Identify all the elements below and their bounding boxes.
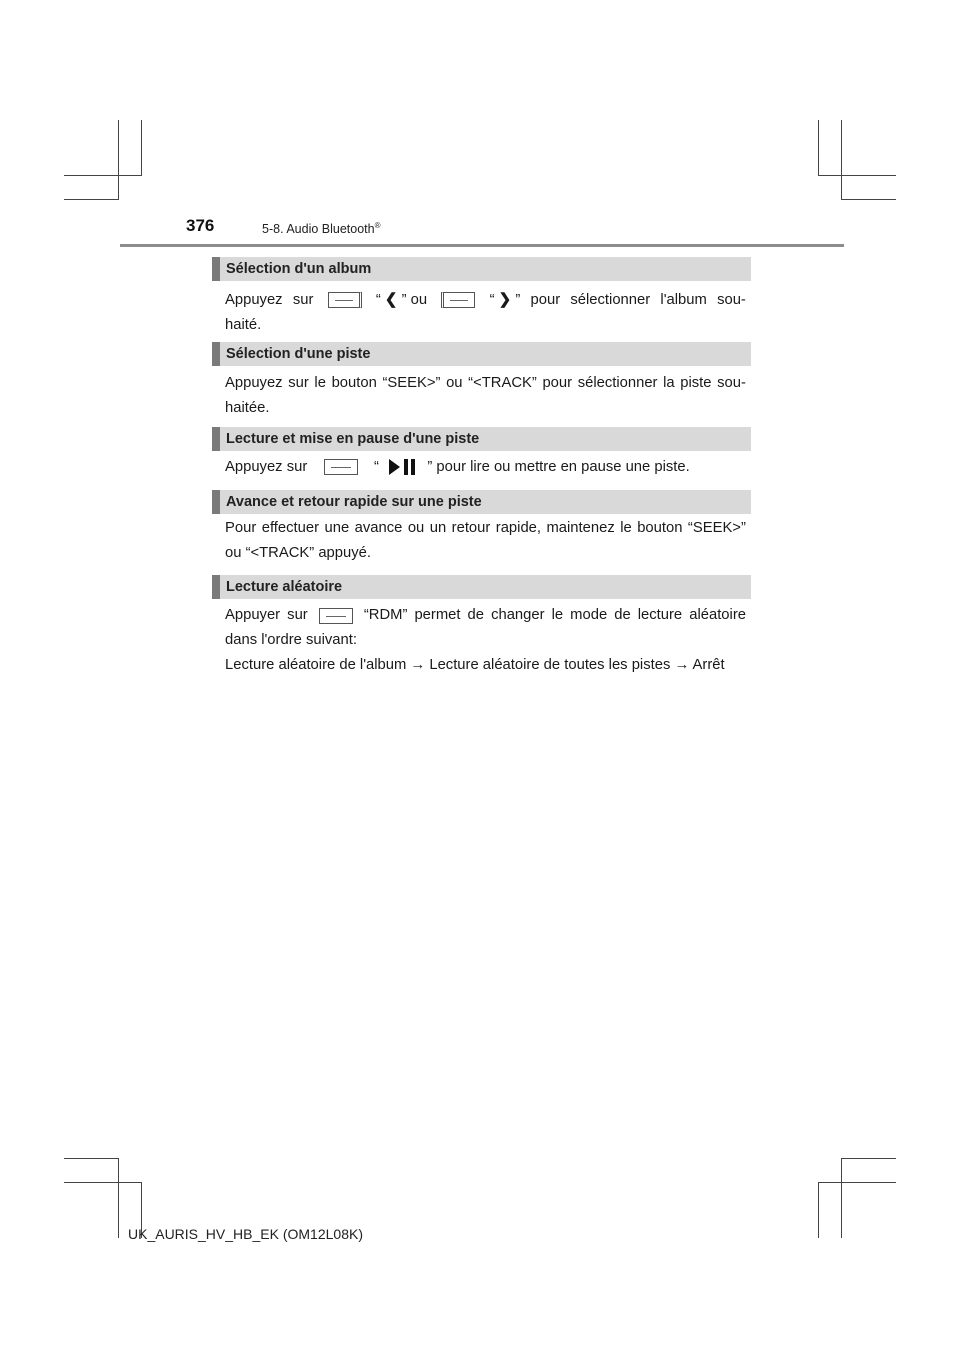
word: rapide, [495,520,542,536]
word: retour [451,520,491,536]
word: sou- [717,375,746,391]
paragraph-line: haité. [225,317,262,333]
word: piste [680,375,712,391]
word: “RDM” [363,607,408,623]
word: aléatoire [689,607,746,623]
word: sur [292,291,314,308]
word: maintenez [546,520,615,536]
word: Pour [225,520,257,536]
word: ou [446,375,463,391]
word: effectuer [261,520,320,536]
chapter-title [262,221,381,236]
crop-mark [118,1158,119,1238]
paragraph-line: haitée. [225,400,270,416]
word: mode [570,607,608,623]
paragraph-line [225,455,746,480]
paragraph-play-pause [225,455,746,480]
crop-mark [841,1158,896,1159]
crop-mark [118,120,119,200]
paragraph-seek [225,516,746,566]
crop-mark [141,120,142,176]
paragraph-line: dans l'ordre suivant: [225,632,357,648]
section-heading-album: Sélection d'un album [212,257,751,281]
word: bouton [637,520,683,536]
section-heading-random: Lecture aléatoire [212,575,751,599]
paragraph-line [225,516,746,541]
crop-mark [818,175,896,176]
word: ” [515,292,521,308]
word: sur [288,375,309,391]
word: bouton [331,375,377,391]
word: Appuyez [225,375,283,391]
word: l'album [660,291,707,308]
word: “ [375,292,381,308]
word: la [663,375,675,391]
crop-mark [64,175,142,176]
word: “ [489,292,495,308]
word: changer [491,607,545,623]
paragraph-line: Lecture aléatoire de l'album → Lecture aléatoire de toutes les pistes → Arrêt [225,657,725,673]
registered-mark: ® [374,221,381,230]
header-rule [120,244,844,247]
text: Appuyez sur [225,459,308,475]
section-heading-play-pause: Lecture et mise en pause d'une piste [212,427,751,451]
button-icon [324,459,358,475]
word: “SEEK>” [687,520,746,536]
crop-mark [64,1158,119,1159]
word: de [614,607,631,623]
word: sélectionner [577,375,658,391]
button-icon [319,608,353,624]
document-code: UK_AURIS_HV_HB_EK (OM12L08K) [128,1226,363,1242]
quote-open [490,287,521,313]
crop-mark [841,120,842,200]
crop-mark [841,1158,842,1238]
crop-mark [64,199,119,200]
chevron-right-icon: ❯ [498,291,512,308]
paragraph-track [225,371,746,421]
crop-mark [841,199,896,200]
word: ” ou [401,292,428,308]
word: Appuyez [225,291,283,308]
word: Appuyer [225,607,281,623]
word: lecture [637,607,683,623]
word: sur [287,607,308,623]
word: une [324,520,350,536]
paragraph-line [225,287,746,313]
word: le [551,607,564,623]
word: avance [354,520,403,536]
play-pause-icon [387,458,419,476]
paragraph-line [225,603,746,628]
word: ou [407,520,425,536]
word: pour [542,375,573,391]
word: de [467,607,485,623]
crop-mark [64,1182,142,1183]
word: le [620,520,632,536]
paragraph-random [225,603,746,678]
crop-mark [818,1182,819,1238]
word: un [429,520,447,536]
text: ” pour lire ou mettre en pause une piste. [427,459,690,475]
word: pour [530,291,561,308]
section-heading-seek: Avance et retour rapide sur une piste [212,490,751,514]
word: sélectionner [570,291,651,308]
word: sou- [717,291,746,308]
crop-mark [818,120,819,176]
paragraph-album [225,287,746,338]
crop-mark [818,1182,896,1183]
word: “SEEK>” [382,375,441,391]
quote-open [376,287,427,313]
chapter-title-text: 5-8. Audio Bluetooth [262,222,375,237]
word: “<TRACK” [468,375,537,391]
paragraph-line: ou “<TRACK” appuyé. [225,545,371,561]
word: le [314,375,326,391]
paragraph-line [225,371,746,396]
quote-open: “ [373,459,379,475]
button-seek-up-icon [441,292,475,308]
chevron-left-icon: ❮ [384,291,398,308]
word: permet [414,607,461,623]
section-heading-track: Sélection d'une piste [212,342,751,366]
page-number: 376 [186,216,215,235]
button-seek-down-icon [328,292,362,308]
